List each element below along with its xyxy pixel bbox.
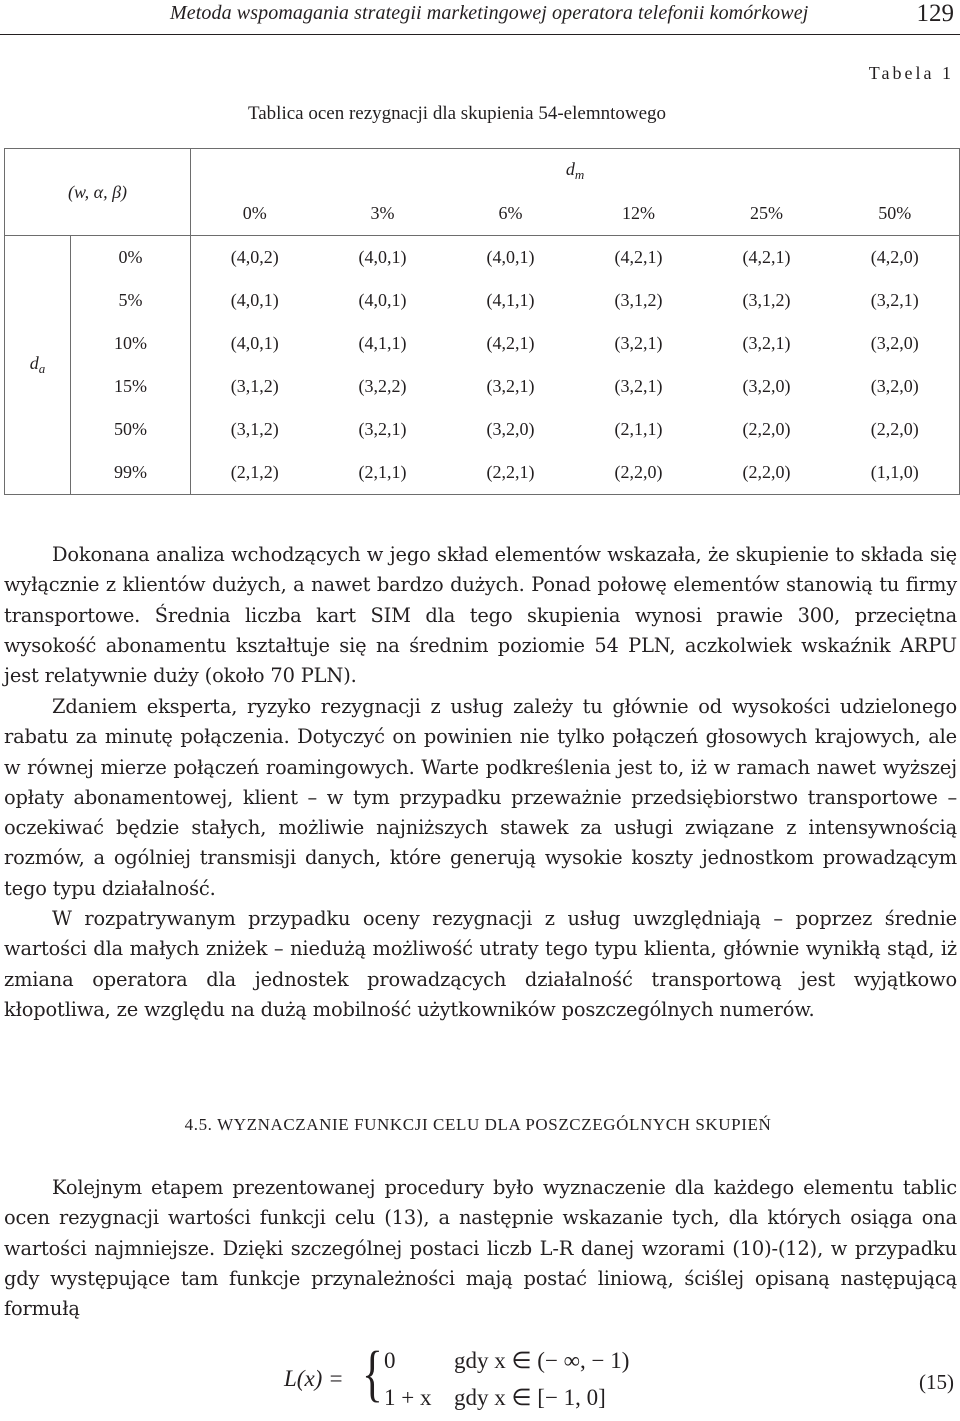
column-header: 6% (447, 192, 575, 236)
paragraph-1 (4, 540, 957, 691)
paragraph-3 (4, 904, 957, 1025)
table-caption (0, 103, 960, 125)
row-header: 10% (71, 322, 191, 365)
section-heading-text: 4.5. WYZNACZANIE FUNKCJI CELU DLA POSZCZEGÓLNYCH SKUPIEŃ (184, 1115, 772, 1134)
table-cell: (3,2,1) (358, 419, 407, 439)
row-header: 5% (71, 279, 191, 322)
table-cell: (4,2,1) (703, 236, 831, 280)
formula-case-1-condition: gdy x ∈ (− ∞, − 1) (454, 1348, 630, 1373)
results-table (4, 148, 960, 495)
table-cell: (3,1,2) (191, 365, 319, 408)
table-cell: (4,0,1) (358, 247, 407, 267)
paragraph-1-text: Dokonana analiza wchodzących w jego skład elementów wskazała, że skupienie to składa się wyłącznie z klientów dużych, a nawet bardzo dużych. Ponad połowę elementów stanowią tu firmy transportowe. Średnia liczba kart SIM dla tego skupienia wynosi prawie 300, przeciętna wysokość abonamentu kształtuje się na średnim poziomie 54 PLN, aczkolwiek wskaźnik ARPU jest relatywnie duży (około 70 PLN). (4, 543, 957, 688)
table-header-row-1 (5, 149, 960, 193)
row-header: 50% (71, 408, 191, 451)
table-cell: (4,0,1) (191, 279, 319, 322)
row-header: 15% (71, 365, 191, 408)
row-group-label: d (29, 353, 39, 373)
table-cell: (2,2,0) (575, 451, 703, 495)
formula-case-2 (384, 1385, 606, 1411)
table-row (5, 365, 960, 408)
column-header: 0% (191, 192, 319, 236)
table-cell: (3,2,1) (486, 376, 535, 396)
paragraph-4-text: Kolejnym etapem prezentowanej procedury było wyznaczenie dla każdego elementu tablic ocen rezygnacji wartości funkcji celu (13), a następnie wskazanie tych, dla których osiąga ona wartości najmniejsze. Dzięki szczególnej postaci liczb L-R danej wzorami (10)-(12), w przypadku gdy występujące tam funkcje przynależności mają postać liniową, ściślej opisaną następującą formułą (4, 1176, 957, 1321)
table-cell: (3,2,0) (486, 419, 535, 439)
table-cell: (4,2,0) (831, 236, 960, 280)
column-header: 3% (319, 192, 447, 236)
table-cell: (3,1,2) (742, 290, 791, 310)
table-cell: (2,1,1) (614, 419, 663, 439)
formula-lhs: L(x) = (284, 1366, 344, 1391)
table-cell: (4,0,1) (191, 322, 319, 365)
row-header: 0% (71, 236, 191, 280)
table-cell: (3,2,1) (831, 279, 960, 322)
page-number: 129 (916, 0, 954, 27)
table-cell: (3,2,0) (742, 376, 791, 396)
table-cell: (4,0,2) (191, 236, 319, 280)
table-cell: (4,1,1) (486, 290, 535, 310)
formula-case-2-value: 1 + x (384, 1385, 432, 1410)
row-group-header (5, 236, 71, 495)
table-cell: (3,2,0) (831, 322, 960, 365)
row-group-sub: a (38, 361, 46, 376)
corner-label: (w, α, β) (67, 181, 128, 202)
paragraph-3-text: W rozpatrywanym przypadku oceny rezygnacji z usług uwzględniają – poprzez średnie wartości dla małych zniżek – niedużą możliwość utraty tego typu klienta, głównie wynikłą stąd, iż zmiana operatora dla jednostek prowadzących działalność transportową jest wyjątkowo kłopotliwa, ze względu na dużą mobilność użytkowników poszczególnych numerów. (4, 907, 957, 1021)
running-title: Metoda wspomagania strategii marketingowej operatora telefonii komórkowej (170, 2, 809, 24)
column-group-sub: m (574, 166, 585, 182)
paragraph-4 (4, 1173, 957, 1324)
table-row (5, 322, 960, 365)
table-cell: (4,0,1) (447, 236, 575, 280)
table-row (5, 451, 960, 495)
section-heading (0, 1115, 960, 1135)
formula-case-2-condition: gdy x ∈ [− 1, 0] (454, 1385, 606, 1410)
column-group-header (191, 149, 960, 193)
formula-15 (0, 1340, 960, 1418)
table-cell: (3,2,1) (614, 376, 663, 396)
running-header (0, 0, 960, 35)
equation-number: (15) (919, 1370, 954, 1394)
formula-case-1 (384, 1348, 629, 1374)
table-cell: (3,1,2) (614, 290, 663, 310)
table-caption-text: Tablica ocen rezygnacji dla skupienia 54-elemntowego (247, 103, 667, 124)
table-cell: (3,2,0) (831, 365, 960, 408)
table-cell: (1,1,0) (831, 451, 960, 495)
table-row (5, 279, 960, 322)
table-cell: (4,1,1) (358, 333, 407, 353)
formula-brace: { (362, 1340, 383, 1408)
table-cell: (2,2,1) (447, 451, 575, 495)
table-cell: (4,0,1) (358, 290, 407, 310)
formula-case-1-value: 0 (384, 1348, 396, 1373)
column-header: 50% (831, 192, 960, 236)
table-cell: (2,2,0) (831, 408, 960, 451)
table-cell: (4,2,1) (575, 236, 703, 280)
column-group-label: d (565, 158, 575, 179)
table-cell: (2,1,2) (191, 451, 319, 495)
column-header: 25% (703, 192, 831, 236)
table-cell: (3,2,2) (358, 376, 407, 396)
table-cell: (3,2,1) (614, 333, 663, 353)
table-cell: (2,2,0) (703, 451, 831, 495)
corner-cell (5, 149, 191, 236)
paragraph-2 (4, 692, 957, 904)
row-header: 99% (71, 451, 191, 495)
table-cell: (3,1,2) (191, 408, 319, 451)
column-header: 12% (575, 192, 703, 236)
paragraph-2-text: Zdaniem eksperta, ryzyko rezygnacji z usług zależy tu głównie od wysokości udzielonego rabatu za minutę połączenia. Dotyczyć on powinien nie tylko połączeń głosowych krajowych, ale w równej mierze połączeń roamingowych. Warte podkreślenia jest to, iż w ramach nawet wyższej opłaty abonamentowej, klient – w tym przypadku przeważnie przedsiębiorstwo transportowe – oczekiwać będzie stałych, możliwie najniższych stawek za usługi związane z intensywnością rozmów, a ogólniej transmisji danych, które generują wysokie koszty jednostkom prowadzącym tego typu działalność. (4, 695, 957, 900)
table-label: Tabela 1 (868, 63, 954, 83)
table-row (5, 408, 960, 451)
table-cell: (3,2,1) (742, 333, 791, 353)
table-cell: (2,1,1) (319, 451, 447, 495)
table-cell: (4,2,1) (486, 333, 535, 353)
table-cell: (2,2,0) (742, 419, 791, 439)
table-row (5, 236, 960, 280)
